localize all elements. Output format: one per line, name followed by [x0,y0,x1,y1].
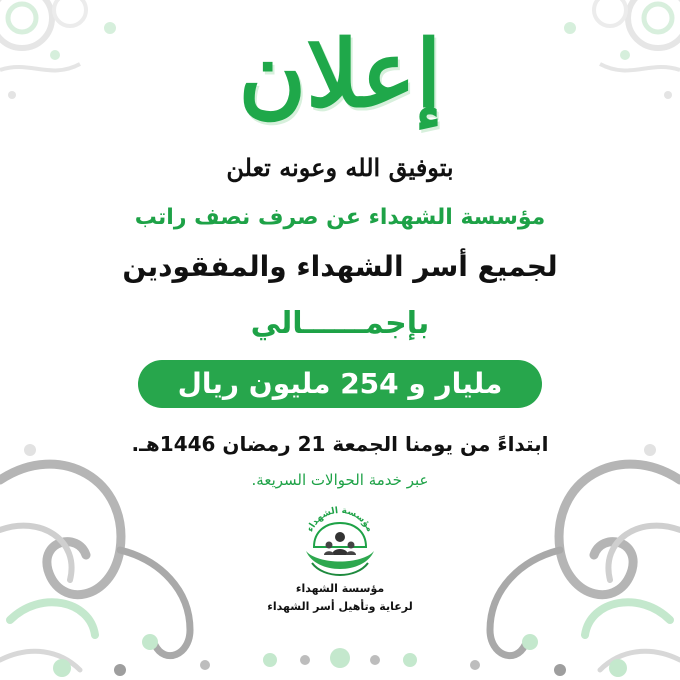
bottom-left-ornament [0,420,260,680]
logo-subtitle: لرعاية وتأهيل أسر الشهداء [267,600,413,613]
amount-banner [138,360,542,408]
start-date-line: ابتداءً من يومنا الجمعة 21 رمضان 1446هـ. [131,432,549,456]
logo-name: مؤسسة الشهداء [295,582,385,595]
bottom-dots-ornament [250,640,430,680]
logo-emblem-text: مؤسسة الشهداء [305,505,375,534]
announcement-title: إعلان [238,20,442,128]
bottom-right-ornament [420,420,680,680]
amount-text: مليار و 254 مليون ريال [177,367,503,400]
total-label: بإجمــــــالي [250,306,430,341]
transfer-service-line: عبر خدمة الحوالات السريعة. [251,471,429,489]
foundation-logo-emblem [296,505,384,581]
svg-text:مؤسسة الشهداء [306,506,375,534]
intro-line: بتوفيق الله وعونه تعلن [226,153,454,182]
beneficiaries-line: لجميع أسر الشهداء والمفقودين [122,250,558,283]
foundation-line: مؤسسة الشهداء عن صرف نصف راتب [134,205,546,230]
